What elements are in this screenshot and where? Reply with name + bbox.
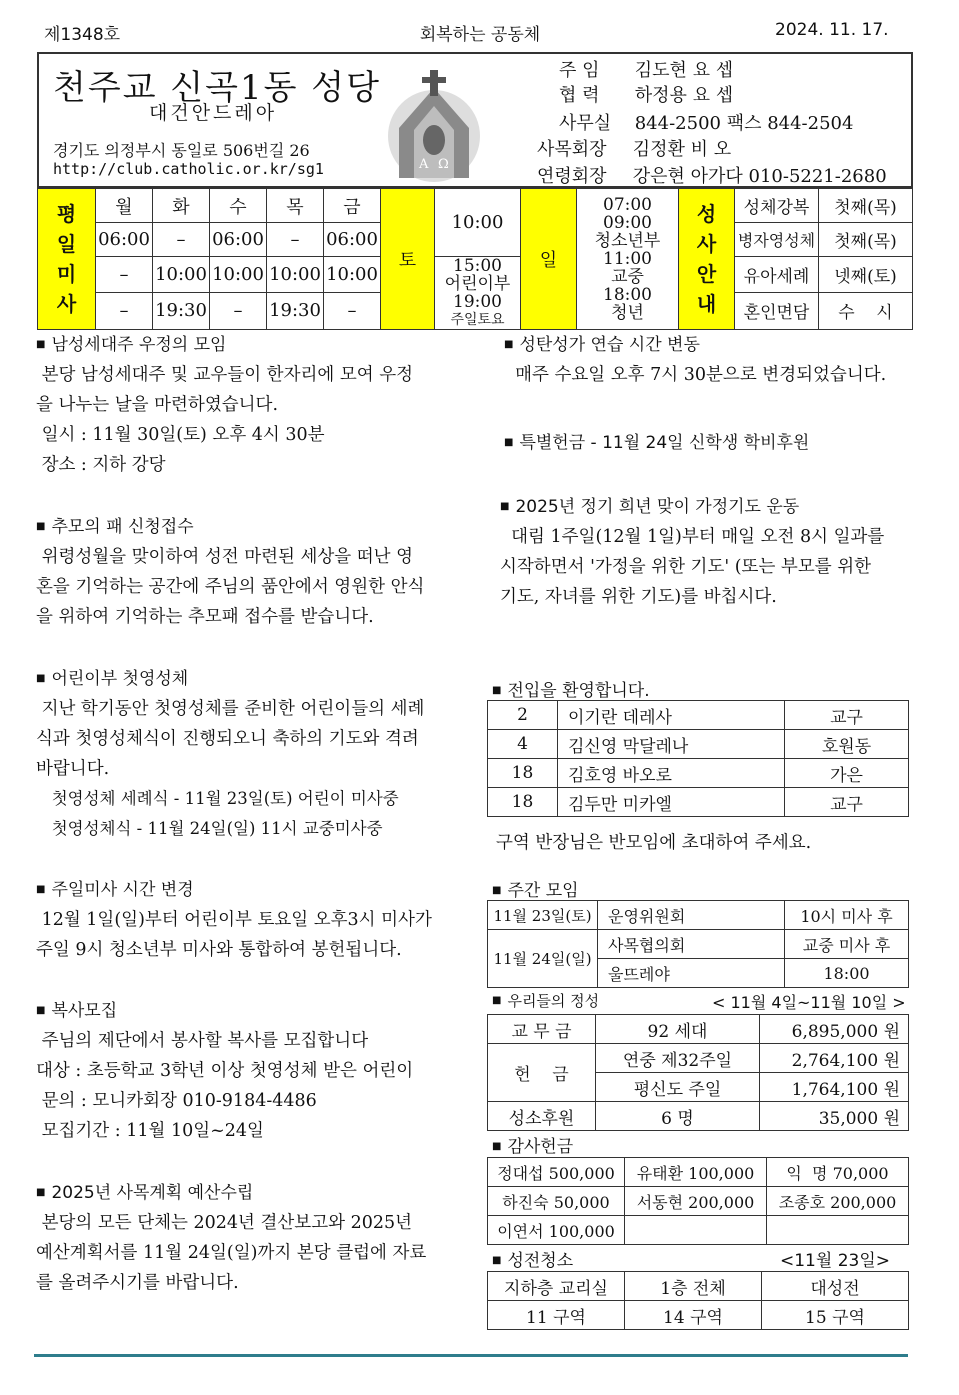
saturday-label: 토 [381,189,435,330]
issue-number: 제1348호 [44,25,121,45]
mass-time: 10:00 [324,257,381,293]
notice-memorial-plaque: ■ 추모의 패 신청접수 위령성월을 맞이하여 성전 마련된 세상을 떠난 영 혼을 기억하는 공간에 주님의 품안에서 영원한 안식 을 위하여 기억하는 추모패 접수를 받습니다. [36,517,425,627]
welcome-note: 구역 반장님은 반모임에 초대하여 주세요. [496,833,812,853]
church-name: 천주교 신곡1동 성당 [53,68,381,108]
thanks-heading: ■ 감사헌금 [492,1137,574,1157]
mass-time: 19:30 [153,292,210,329]
cleaning-heading: ■ 성전청소 [492,1251,574,1271]
welcome-table: 2 이기란 데레사 교구 4 김신영 막달레나 호원동 18 김호영 바오로 가은 18 김두만 미카엘 교구 [487,700,909,817]
church-logo-icon [364,68,504,184]
svg-text:A: A [419,157,429,172]
patron-saint: 대건안드레아 [149,102,278,124]
mass-time: – [96,292,153,329]
mass-time: – [210,292,267,329]
notice-first-communion: ■ 어린이부 첫영성체 지난 학기동안 첫영성체를 준비한 어린이들의 세례 식과 첫영성체식이 진행되오니 축하의 기도와 격려 바랍니다. 첫영성체 세례식 - 11월 23일(토) 어린이 미사중 첫영성체식 - 11월 24일(일) 11시 교중미사중 [36,669,425,838]
sat-mass-times: 15:00 어린이부 19:00 주일토요 [435,257,521,330]
thanks-table: 정대섭 500,000 유태환 100,000 익 명 70,000 하진숙 50,000 서동현 200,000 조종호 200,000 이연서 100,000 [487,1157,909,1245]
staff-pastor: 주 임 김도현 요 셉 [559,60,734,81]
mass-time: – [324,292,381,329]
sunday-times: 07:00 09:00 청소년부 11:00 교중 18:00 청년 [577,189,679,330]
staff-council: 사목회장 김정환 비 오 [537,139,732,160]
offering-heading: ■ 우리들의 정성 [492,992,600,1010]
day-header: 수 [210,189,267,223]
cleaning-table: 지하층 교리실 1층 전체 대성전 11 구역 14 구역 15 구역 [487,1271,909,1330]
sacrament-name: 성체강복 [735,189,819,223]
notice-special-offering: ■ 특별헌금 - 11월 24일 신학생 학비후원 [504,433,810,453]
staff-funeral: 연령회장 강은현 아가다 010-5221-2680 [537,166,887,187]
sacrament-day: 첫째(목) [819,189,913,223]
mass-time: 06:00 [324,223,381,257]
website-link[interactable]: http://club.catholic.or.kr/sg1 [53,160,324,178]
sat-mass-10: 10:00 [435,189,521,257]
sacrament-label: 성사안내 [679,189,735,330]
mass-time: – [96,257,153,293]
day-header: 목 [267,189,324,223]
motto: 회복하는 공동체 [419,25,541,45]
day-header: 금 [324,189,381,223]
offering-table: 교 무 금 92 세대 6,895,000 원 헌 금 연중 제32주일 2,764,100 원 평신도 주일 1,764,100 원 성소후원 6 명 35,000 원 [487,1014,909,1131]
svg-text:Ω: Ω [438,157,449,172]
weekday-mass-label: 평일미사 [38,189,96,330]
mass-time: 10:00 [210,257,267,293]
cleaning-date: <11월 23일> [780,1251,890,1271]
staff-office: 사무실 844-2500 팩스 844-2504 [559,113,854,134]
mass-time: 10:00 [153,257,210,293]
mass-time: 06:00 [96,223,153,257]
mass-time: – [267,223,324,257]
footer-divider [34,1354,908,1357]
staff-assistant: 협 력 하정용 요 셉 [559,85,734,106]
offering-range: < 11월 4일~11월 10일 > [712,993,906,1012]
sacrament-name: 혼인면담 [735,292,819,329]
notice-jubilee-prayer: ■ 2025년 정기 희년 맞이 가정기도 운동 대림 1주일(12월 1일)부터 매일 오전 8시 일과를 시작하면서 '가정을 위한 기도' (또는 부모를 위한 기도, 자녀를 위한 기도)를 바칩시다. [500,497,885,607]
sacrament-name: 유아세례 [735,257,819,293]
sunday-label: 일 [521,189,577,330]
weekly-heading: ■ 주간 모임 [492,881,579,901]
mass-time: 06:00 [210,223,267,257]
day-header: 화 [153,189,210,223]
sacrament-day: 넷째(토) [819,257,913,293]
address: 경기도 의정부시 동일로 506번길 26 [53,141,310,160]
notice-mass-time-change: ■ 주일미사 시간 변경 12월 1일(일)부터 어린이부 토요일 오후3시 미사가 주일 9시 청소년부 미사와 통합하여 봉헌됩니다. [36,880,432,960]
welcome-heading: ■ 전입을 환영합니다. [492,681,650,701]
weekly-table: 11월 23일(토) 운영위원회 10시 미사 후 11월 24일(일) 사목협의회 교중 미사 후 울뜨레야 18:00 [487,900,909,988]
notice-men-gathering: ■ 남성세대주 우정의 모임 본당 남성세대주 및 교우들이 한자리에 모여 우정 을 나누는 날을 마련하였습니다. 일시 : 11월 30일(토) 오후 4시 30분 장소 : 지하 강당 [36,335,414,475]
sacrament-name: 병자영성체 [735,223,819,257]
mass-schedule-table [37,188,913,330]
sacrament-day: 수 시 [819,292,913,329]
mass-time: – [153,223,210,257]
notice-budget: ■ 2025년 사목계획 예산수립 본당의 모든 단체는 2024년 결산보고와 2025년 예산계획서를 11월 24일(일)까지 본당 클럽에 자료 를 올려주시기를 바랍니다. [36,1183,427,1293]
notice-altar-server: ■ 복사모집 주님의 제단에서 봉사할 복사를 모집합니다 대상 : 초등학교 3학년 이상 첫영성체 받은 어린이 문의 : 모니카회장 010-9184-4486 모집기간 : 11월 10일~24일 [36,1001,414,1141]
issue-date: 2024. 11. 17. [775,20,889,40]
mass-time: 10:00 [267,257,324,293]
notice-carol-practice: ■ 성탄성가 연습 시간 변동 매주 수요일 오후 7시 30분으로 변경되었습니다. [504,335,887,385]
day-header: 월 [96,189,153,223]
sacrament-day: 첫째(목) [819,223,913,257]
mass-time: 19:30 [267,292,324,329]
church-header [37,52,913,188]
